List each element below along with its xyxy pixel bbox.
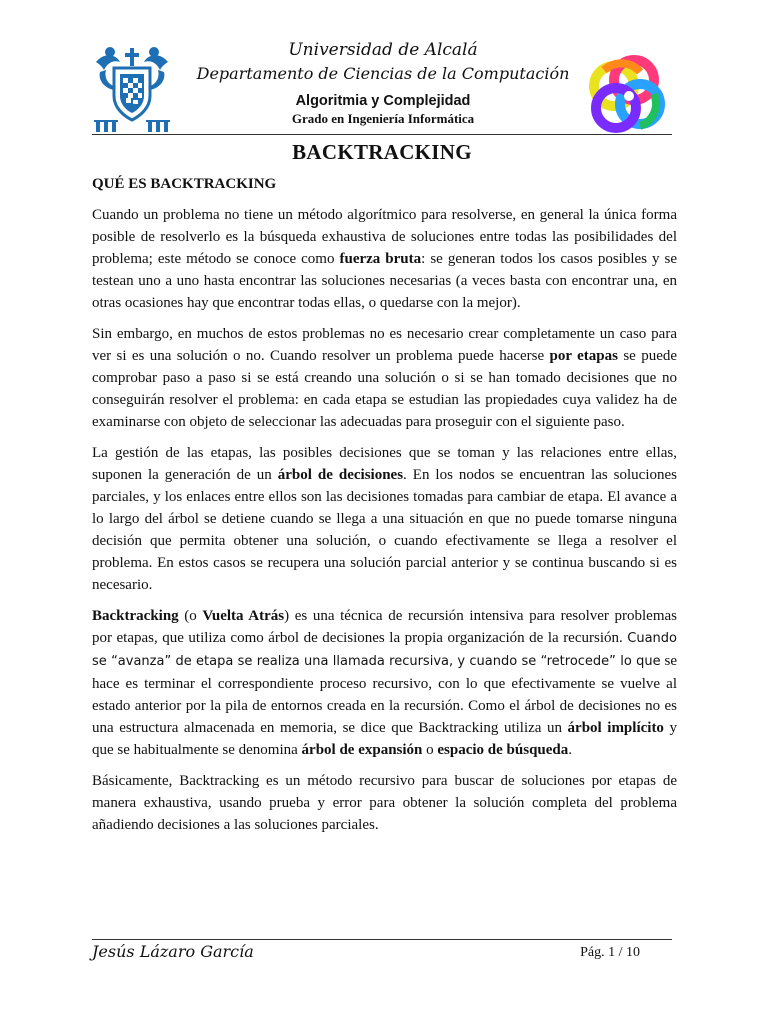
bold-term: árbol implícito bbox=[567, 720, 664, 736]
text-run: Básicamente, Backtracking es un método recursivo para buscar de soluciones por etapas de manera exhaustiva, usando prueba y error para obtener la solución completa del problema añadiendo decisiones a las soluciones parciales. bbox=[92, 773, 677, 833]
document-title: BACKTRACKING bbox=[292, 140, 472, 164]
header-divider bbox=[92, 134, 672, 135]
paragraph bbox=[92, 204, 677, 314]
paragraph bbox=[92, 770, 677, 836]
text-run: o bbox=[422, 742, 438, 758]
computer-science-rings-logo bbox=[582, 50, 672, 140]
paragraph bbox=[92, 442, 677, 596]
bold-term: Vuelta Atrás bbox=[202, 608, 285, 624]
text-run: La gestión de las etapas, las posibles decisiones que se toman y las relaciones entre ellas, suponen la generación de un bbox=[92, 445, 677, 483]
text-run: y que se habitualmente se denomina bbox=[92, 720, 677, 758]
footer-author: Jesús Lázaro García bbox=[92, 942, 254, 961]
text-run: Sin embargo, en muchos de estos problemas no es necesario crear completamente un caso para ver si es una solución o no. Cuando resolver un problema puede hacerse bbox=[92, 326, 677, 364]
text-run: (o bbox=[178, 608, 203, 624]
paragraph bbox=[92, 323, 677, 433]
text-run: . En los nodos se encuentran las soluciones parciales, y los enlaces entre ellos son las decisiones tomadas para cambiar de etapa. El avance a lo largo del árbol se detiene cuando se llega a una situación en que no puede tomarse ninguna decisión que permita obtener una solución, o cuando efectivamente se llega a resolver el problema. En estos casos se recupera una solución parcial anterior y se continua buscando si es necesario. bbox=[92, 467, 678, 593]
paragraph bbox=[92, 605, 677, 761]
document-body bbox=[92, 173, 677, 845]
footer-divider bbox=[92, 939, 672, 940]
text-run: se hace es terminar el correspondiente proceso recursivo, con lo que efectivamente se vuelve al estado anterior por la pila de entornos creada en la recursión. Como el árbol de decisiones no es una estructura almacenada en memoria, se dice que Backtracking utiliza un bbox=[92, 653, 677, 736]
bold-term: espacio de búsqueda bbox=[437, 742, 569, 758]
text-run: : se generan todos los casos posibles y se testean uno a uno hasta encontrar las soluciones necesarias (a veces basta con encontrar una, en otras ocasiones hay que encontrar todas ellas, o quedarse con la mejor). bbox=[92, 251, 678, 311]
text-run: . bbox=[568, 742, 573, 758]
bold-term: fuerza bruta bbox=[339, 251, 422, 267]
degree-name: Grado en Ingeniería Informática bbox=[291, 111, 475, 126]
bold-term: árbol de decisiones bbox=[277, 467, 404, 483]
university-name: Universidad de Alcalá bbox=[288, 40, 478, 60]
course-name: Algoritmia y Complejidad bbox=[295, 93, 471, 109]
bold-term: por etapas bbox=[549, 348, 618, 364]
page-number: Pág. 1 / 10 bbox=[580, 945, 640, 960]
bold-term: Backtracking bbox=[92, 608, 179, 624]
department-name: Departamento de Ciencias de la Computación bbox=[196, 64, 570, 83]
section-heading: QUÉ ES BACKTRACKING bbox=[92, 176, 277, 192]
text-run: se puede comprobar paso a paso si se está creando una solución o si se han tomado decisiones que no conseguirán resolver el problema: en cada etapa se estudian las propiedades cuya validez ha de examinarse con objeto de seleccionar las adecuadas para proseguir con el siguiente paso. bbox=[92, 348, 678, 430]
text-run-alt-font: Cuando se “avanza” de etapa se realiza una llamada recursiva, y cuando se “retrocede” lo que bbox=[92, 631, 677, 669]
university-crest-logo bbox=[90, 44, 174, 132]
text-run: ) es una técnica de recursión intensiva para resolver problemas por etapas, que utiliza como árbol de decisiones la propia organización de la recursión. bbox=[92, 608, 678, 646]
text-run: Cuando un problema no tiene un método algorítmico para resolverse, en general la única forma posible de resolverlo es la búsqueda exhaustiva de soluciones entre todas las posibilidades del problema; este método se conoce como bbox=[92, 207, 677, 267]
bold-term: árbol de expansión bbox=[301, 742, 423, 758]
